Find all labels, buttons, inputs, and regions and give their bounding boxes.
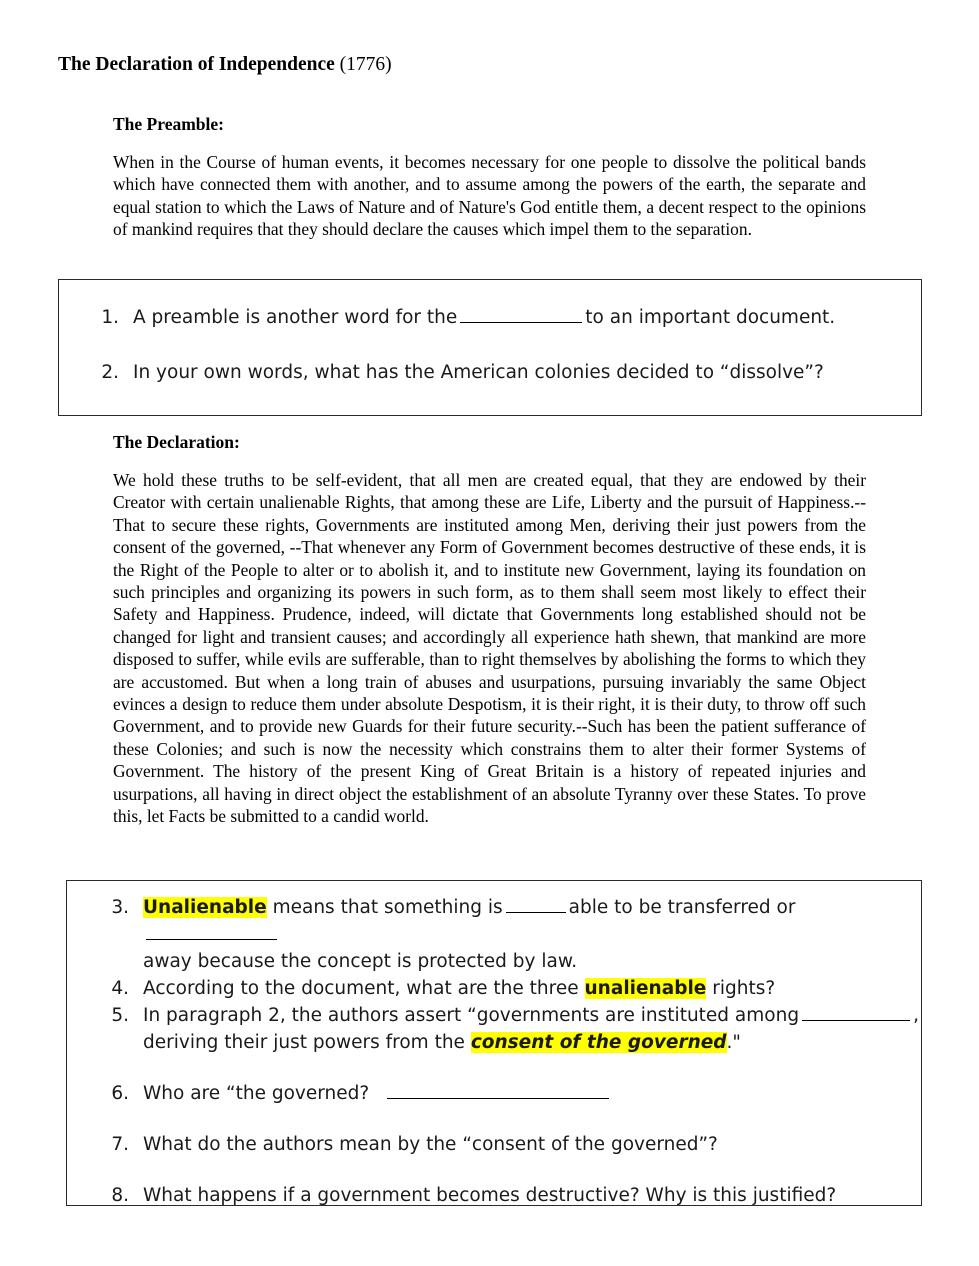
answer-blank[interactable] — [460, 308, 582, 323]
question-text — [133, 304, 921, 331]
preamble-body-text: When in the Course of human events, it becomes necessary for one people to dissolve the political bands which have connected them with another, and to assume among the powers of the earth, the separate and equal station to which the Laws of Nature and of Nature's God entitle them, a decent respect to the opinions of mankind requires that they should declare the causes which impel them to the separation. — [113, 152, 866, 240]
question-3-part-c: away because the concept is protected by law. — [143, 951, 578, 972]
question-1-part-a: A preamble is another word for the — [133, 307, 458, 328]
question-6-part-a: Who are “the governed? — [143, 1083, 370, 1104]
question-text — [143, 894, 921, 975]
question-item-8[interactable] — [99, 1182, 921, 1209]
answer-blank[interactable] — [146, 925, 277, 940]
answer-blank[interactable] — [506, 898, 566, 913]
question-number: 1. — [101, 307, 119, 328]
question-list-1 — [89, 304, 921, 386]
highlighted-term-consent-of-the-governed: consent of the governed — [470, 1032, 727, 1053]
question-1-part-b: to an important document. — [585, 307, 836, 328]
question-4-part-a: According to the document, what are the three — [143, 978, 579, 999]
question-text — [143, 975, 921, 1002]
question-number: 7. — [111, 1134, 129, 1155]
question-5-part-a: In paragraph 2, the authors assert “governments are instituted among — [143, 1005, 800, 1026]
declaration-heading: The Declaration: — [113, 432, 240, 452]
question-text: What happens if a government becomes destructive? Why is this justified? — [143, 1185, 837, 1206]
question-text: In your own words, what has the American colonies decided to “dissolve”? — [133, 362, 824, 383]
question-item-3[interactable] — [99, 894, 921, 975]
page-title-year: (1776) — [339, 54, 392, 75]
question-number: 8. — [111, 1185, 129, 1206]
question-item-5[interactable] — [99, 1002, 921, 1056]
page-title — [58, 54, 392, 76]
declaration-body-text: We hold these truths to be self-evident, that all men are created equal, that they are endowed by their Creator with certain unalienable Rights, that among these are Life, Liberty and the pursuit of Happiness.--That to secure these rights, Governments are instituted among Men, deriving their just powers from the consent of the governed, --That whenever any Form of Government becomes destructive of these ends, it is the Right of the People to alter or to abolish it, and to institute new Government, laying its foundation on such principles and organizing its powers in such form, as to them shall seem most likely to effect their Safety and Happiness. Prudence, indeed, will dictate that Governments long established should not be changed for light and transient causes; and accordingly all experience hath shewn, that mankind are more disposed to suffer, while evils are sufferable, than to right themselves by abolishing the forms to which they are accustomed. But when a long train of abuses and usurpations, pursuing invariably the same Object evinces a design to reduce them under absolute Despotism, it is their right, it is their duty, to throw off such Government, and to provide new Guards for their future security.--Such has been the patient sufferance of these Colonies; and such is now the necessity which constrains them to alter their former Systems of Government. The history of the present King of Great Britain is a history of repeated injuries and usurpations, all having in direct object the establishment of an absolute Tyranny over these States. To prove this, let Facts be submitted to a candid world. — [113, 470, 866, 827]
question-list-2 — [99, 894, 921, 1209]
page-title-main: The Declaration of Independence — [58, 54, 335, 75]
question-text — [143, 1002, 921, 1056]
answer-blank[interactable] — [387, 1084, 609, 1099]
question-4-part-b: rights? — [712, 978, 776, 999]
question-3-part-b: able to be transferred or — [568, 897, 796, 918]
question-number: 4. — [111, 978, 129, 999]
question-item-4[interactable] — [99, 975, 921, 1002]
answer-blank[interactable] — [802, 1006, 910, 1021]
question-number: 3. — [111, 897, 129, 918]
question-number: 5. — [111, 1005, 129, 1026]
question-text: What do the authors mean by the “consent of the governed”? — [143, 1134, 718, 1155]
question-number: 2. — [101, 362, 119, 383]
question-3-part-a: means that something is — [272, 897, 503, 918]
question-item-1[interactable] — [89, 304, 921, 331]
question-number: 6. — [111, 1083, 129, 1104]
question-box-preamble — [58, 279, 922, 416]
question-item-6[interactable] — [99, 1080, 921, 1107]
question-item-2[interactable] — [89, 359, 921, 386]
preamble-heading: The Preamble: — [113, 114, 224, 134]
highlighted-term-unalienable: unalienable — [584, 978, 707, 999]
question-5-part-d: ." — [726, 1032, 741, 1053]
question-box-declaration — [66, 880, 922, 1206]
highlighted-term-unalienable: Unalienable — [143, 897, 267, 918]
question-5-part-b: , — [913, 1005, 919, 1026]
question-5-part-c: deriving their just powers from the — [143, 1032, 465, 1053]
question-text — [143, 1080, 921, 1107]
question-item-7[interactable] — [99, 1131, 921, 1158]
